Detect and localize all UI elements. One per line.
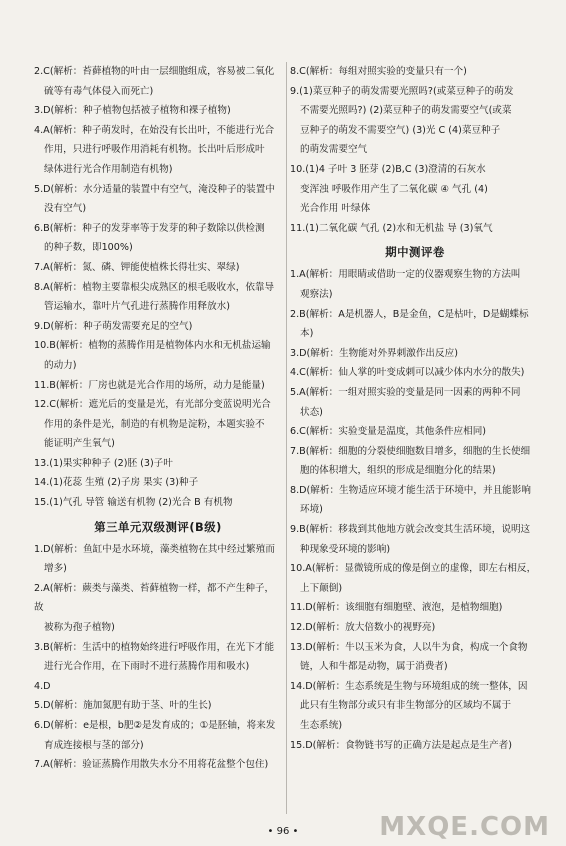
answer-line: 绿体进行光合作用制造有机物) [44, 163, 173, 175]
answer-line: 生态系统) [300, 720, 343, 731]
answer-line: 9.(1)菜豆种子的萌发需要光照吗?(或菜豆种子的萌发 [290, 85, 514, 97]
answer-line: 的萌发需要空气 [300, 144, 368, 156]
answer-line: 3.D(解析：种子植物包括被子植物和裸子植物) [34, 105, 231, 117]
answer-line: 观察法) [300, 288, 333, 300]
answer-line: 7.A(解析：验证蒸腾作用散失水分不用将花盆整个包住) [34, 759, 269, 771]
answer-line: 本) [300, 328, 314, 340]
answer-line: 13.(1)果实种种子 (2)胚 (3)子叶 [34, 457, 173, 469]
answer-line: 上下颠倒) [300, 582, 343, 594]
answer-line: 作用的条件是光，制造的有机物是淀粉，本题实验不 [44, 418, 265, 430]
answer-line: 1.A(解析：用眼睛或借助一定的仪器观察生物的方法叫 [290, 269, 521, 281]
answer-line: 的动力) [44, 359, 77, 371]
answer-line: 10.(1)4 子叶 3 胚芽 (2)B,C (3)澄清的石灰水 [290, 163, 486, 175]
answer-line: 此只有生物部分或只有非生物部分的区域均不属于 [300, 700, 512, 712]
answer-line: 能证明产生氧气) [44, 438, 115, 450]
answer-line: 胞的体积增大，组织的形成是细胞分化的结果) [300, 465, 496, 477]
answer-line: 育成连接根与茎的部分) [44, 739, 144, 751]
answer-text: 的种子数，即 [44, 242, 102, 254]
answer-line: 4.D [34, 680, 51, 692]
answer-line: 10.A(解析：显微镜所成的像是倒立的虚像，即左右相反， [290, 563, 537, 575]
right-column [290, 62, 540, 755]
answer-line: 12.C(解析：遮光后的变量是光，有光部分变蓝说明光合 [34, 399, 271, 411]
answer-line: 2.B(解析：A是机器人，B是金鱼，C是枯叶，D是蝴蝶标 [290, 308, 529, 320]
answer-line: 4.C(解析：仙人掌的叶变成刺可以减少体内水分的散失) [290, 367, 525, 379]
answer-line: 管运输水，靠叶片气孔进行蒸腾作用释放水) [44, 301, 231, 313]
answer-line: 7.A(解析：氮、磷、钾能使植株长得壮实、翠绿) [34, 261, 240, 273]
page-number: • 96 • [267, 826, 299, 837]
answer-line: 作用，只进行呼吸作用消耗有机物。长出叶后形成叶 [44, 144, 265, 156]
answer-line: 10.B(解析：植物的蒸腾作用是植物体内水和无机盐运输 [34, 340, 271, 352]
answer-line: 14.D(解析：生态系统是生物与环境组成的统一整体，因 [290, 680, 528, 692]
answer-line: 5.D(解析：水分适量的装置中有空气，淹没种子的装置中 [34, 183, 275, 195]
answer-line: 状态) [300, 406, 323, 418]
answer-line: 8.A(解析：植物主要靠根尖成熟区的根毛吸收水，依靠导 [34, 281, 275, 293]
left-column [34, 62, 282, 775]
answer-line: 进行光合作用，在下雨时不进行蒸腾作用和吸水) [44, 661, 250, 673]
answer-line: 不需要光照吗?) (2)菜豆种子的萌发需要空气(或菜 [300, 105, 512, 117]
section-heading: 第三单元双级测评(B级) [94, 519, 222, 534]
answer-line: 3.D(解析：生物能对外界刺激作出反应) [290, 347, 458, 359]
answer-line: 14.(1)花蕊 生殖 (2)子房 果实 (3)种子 [34, 477, 199, 489]
answer-line [34, 238, 282, 258]
column-divider [286, 62, 287, 814]
answer-line: 种现象受环境的影响) [300, 543, 391, 555]
watermark-logo: MXQE.COM [379, 812, 550, 842]
germination-rate: 100%) [101, 242, 133, 254]
answer-line: 光合作用 叶绿体 [300, 203, 371, 215]
answer-line: 6.C(解析：实验变量是温度，其他条件应相同) [290, 426, 487, 438]
answer-line: 3.B(解析：生活中的植物始终进行呼吸作用，在光下才能 [34, 641, 275, 653]
answer-line: 4.A(解析：种子萌发时，在始没有长出叶，不能进行光合 [34, 124, 275, 136]
answer-line: 2.A(解析：蕨类与藻类、苔藓植物一样，都不产生种子，故 [34, 582, 275, 614]
answer-line: 8.D(解析：生物适应环境才能生活于环境中，并且能影响 [290, 484, 531, 496]
answer-line: 8.C(解析：每组对照实验的变量只有一个) [290, 66, 467, 77]
answer-line: 被称为孢子植物) [44, 622, 115, 634]
answer-line: 5.A(解析：一组对照实验的变量是同一因素的两种不同 [290, 386, 521, 398]
answer-line: 11.B(解析：厂房也就是光合作用的场所，动力是能量) [34, 379, 265, 391]
answer-line: 2.C(解析：苔藓植物的叶由一层细胞组成，容易被二氧化 [34, 66, 275, 77]
answer-line: 豆种子的萌发不需要空气) (3)光 C (4)菜豆种子 [300, 124, 501, 136]
answer-line: 15.(1)气孔 导管 输送有机物 (2)光合 B 有机物 [34, 497, 233, 509]
answer-line: 12.D(解析：放大倍数小的视野亮) [290, 622, 436, 634]
answer-line: 变浑浊 呼吸作用产生了二氧化碳 ④ 气孔 (4) [300, 183, 488, 195]
answer-line: 硫等有毒气体侵入而死亡) [44, 85, 154, 97]
answer-line: 11.(1)二氧化碳 气孔 (2)水和无机盐 导 (3)氧气 [290, 222, 493, 234]
answer-line: 增多) [44, 563, 67, 575]
answer-line: 11.D(解析：该细胞有细胞壁、液泡，是植物细胞) [290, 602, 503, 614]
answer-line: 5.D(解析：施加氮肥有助于茎、叶的生长) [34, 700, 212, 712]
answer-line: 6.B(解析：种子的发芽率等于发芽的种子数除以供检测 [34, 222, 265, 234]
answer-line: 环境) [300, 504, 323, 516]
answer-line: 9.D(解析：种子萌发需要充足的空气) [34, 320, 193, 332]
answer-line: 13.D(解析：牛以玉米为食，人以牛为食，构成一个食物 [290, 641, 528, 653]
answer-line: 15.D(解析：食物链书写的正确方法是起点是生产者) [290, 739, 513, 751]
answer-line: 1.D(解析：鱼缸中是水环境，藻类植物在其中经过繁殖而 [34, 543, 275, 555]
answer-line: 6.D(解析：e是根，b肥②是发育成的；①是胚轴，将来发 [34, 720, 276, 731]
section-heading: 期中测评卷 [385, 245, 445, 260]
answer-line: 链，人和牛都是动物，属于消费者) [300, 661, 448, 673]
answer-line: 9.B(解析：移栽到其他地方就会改变其生活环境，说明这 [290, 524, 531, 536]
answer-line: 没有空气) [44, 203, 87, 215]
answer-line: 7.B(解析：细胞的分裂使细胞数目增多，细胞的生长使细 [290, 445, 531, 457]
